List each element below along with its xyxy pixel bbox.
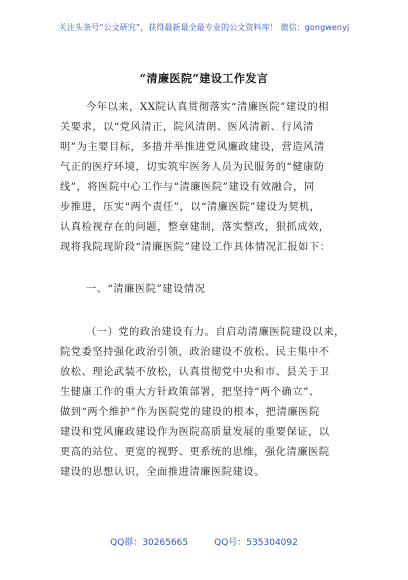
qq-group-text: QQ群：30265665 [110,538,189,548]
paragraph-line: 放松、理论武装不放松，认真贯彻党中央和市、县关于卫 [60,367,330,378]
paragraph-line: 今年以来，XX院认真贯彻落实“清廉医院”建设的相 [86,102,330,113]
paragraph-line: 气正的医疗环境，切实筑牢医务人员为民服务的“健康防 [60,162,325,173]
paragraph-line: 更高的站位、更宽的视野、更系统的思维，强化清廉医院 [60,447,330,458]
qq-number-text: QQ号：535304092 [214,538,298,548]
paragraph-line: 认真检视存在的问题，整章建制，落实整改，狠抓成效， [60,222,330,233]
footer-contact [0,535,408,548]
paragraph-line: 院党委坚持强化政治引领，政治建设不放松、民主集中不 [60,347,330,358]
paragraph-line: 步推进，压实“两个责任”，以“清廉医院”建设为契机， [60,202,321,213]
paragraph-line: 明”为主要目标，多措并举推进党风廉政建设，营造风清 [60,142,325,153]
paragraph-line: 建设的思想认识，全面推进清廉医院建设。 [60,467,265,478]
paragraph-line: 生健康工作的重大方针政策部署，把坚持“两个确立”、 [60,387,320,398]
paragraph-line: 现将我院现阶段“清廉医院”建设工作具体情况汇报如下： [60,242,331,253]
header-notice: 关注头条号“公文研究”，获得最新最全最专业的公文资料库！ 微信：gongwenyj [58,23,350,32]
paragraph-line: 做到“两个维护”作为医院党的建设的根本，把清廉医院 [60,407,320,418]
document-title: “清廉医院”建设工作发言 [139,72,269,85]
paragraph-line: 建设和党风廉政建设作为医院高质量发展的重要保证，以 [60,427,330,438]
paragraph-line: 线”，将医院中心工作与“清廉医院”建设有效融合，同 [60,182,315,193]
paragraph-line: 关要求，以“党风清正，院风清朗、医风清新、行风清 [60,122,314,133]
paragraph-line: （一）党的政治建设有力。自启动清廉医院建设以来， [86,327,345,338]
section-heading: 一、“清廉医院”建设情况 [86,284,206,295]
